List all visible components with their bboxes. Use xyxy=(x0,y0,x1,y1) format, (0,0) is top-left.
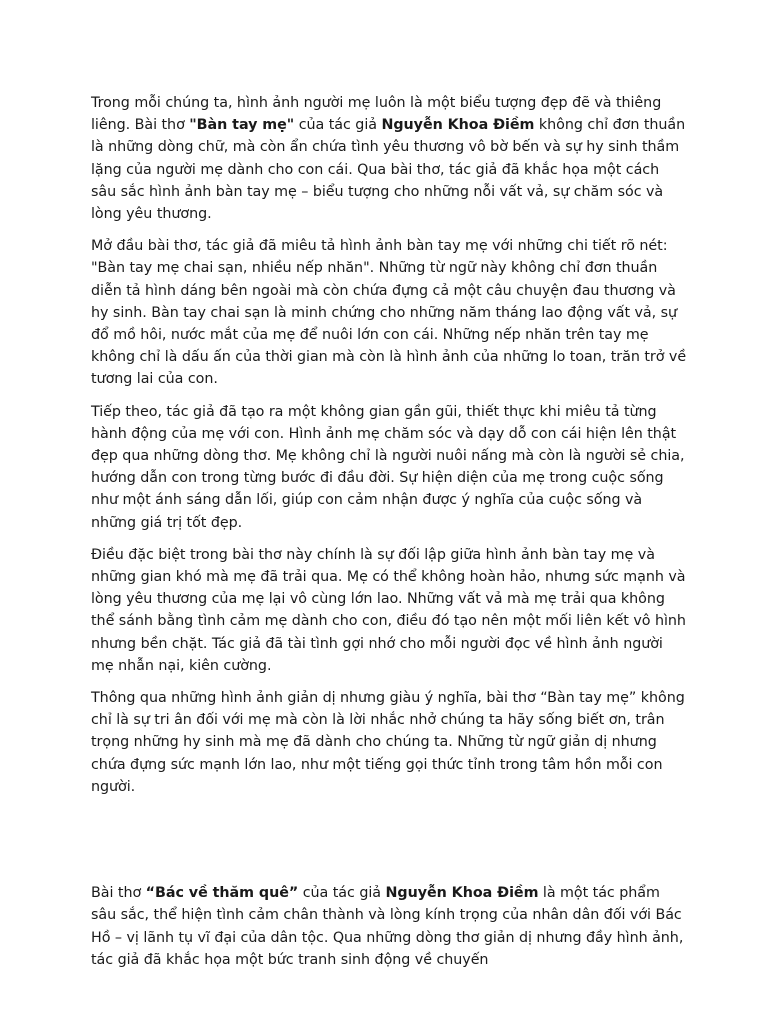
paragraph-4: Điều đặc biệt trong bài thơ này chính là sự đối lập giữa hình ảnh bàn tay mẹ và những gian khó mà mẹ đã trải qua. Mẹ có thể không hoàn hảo, nhưng sức mạnh và lòng yêu thương của mẹ lại vô cùng lớn lao. Những vất vả mà mẹ trải qua không thể sánh bằng tình cảm mẹ dành cho con, điều đó tạo nên một mối liên kết vô hình nhưng bền chặt. Tác giả đã tài tình gợi nhớ cho mỗi người đọc về hình ảnh người mẹ nhẫn nại, kiên cường. xyxy=(91,546,686,674)
second-author-name: Nguyễn Khoa Điềm xyxy=(385,885,539,902)
poem-title: "Bàn tay mẹ" xyxy=(189,117,295,134)
paragraph-3: Tiếp theo, tác giả đã tạo ra một không gian gần gũi, thiết thực khi miêu tả từng hành động của mẹ với con. Hình ảnh mẹ chăm sóc và dạy dỗ con cái hiện lên thật đẹp qua những dòng thơ. Mẹ không chỉ là người nuôi nấng mà còn là người sẻ chia, hướng dẫn con trong từng bước đi đầu đời. Sự hiện diện của mẹ trong cuộc sống như một ánh sáng dẫn lối, giúp con cảm nhận được ý nghĩa của cuộc sống và những giá trị tốt đẹp. xyxy=(91,403,685,531)
second-essay-rest: là một tác phẩm sâu sắc, thể hiện tình cảm chân thành và lòng kính trọng của nhân dân đối với Bác Hồ – vị lãnh tụ vĩ đại của dân tộc. Qua những dòng thơ giản dị nhưng đầy hình ảnh, tác giả đã khắc họa một bức tranh sinh động về chuyến xyxy=(91,885,684,968)
paragraph-intro-lead: Trong mỗi chúng ta, hình ảnh người mẹ luôn là một biểu tượng đẹp đẽ và thiêng liêng. Bài thơ xyxy=(91,95,662,134)
paragraph-intro-rest: không chỉ đơn thuần là những dòng chữ, mà còn ẩn chứa tình yêu thương vô bờ bến và sự hy sinh thầm lặng của người mẹ dành cho con cái. Qua bài thơ, tác giả đã khắc họa một cách sâu sắc hình ảnh bàn tay mẹ – biểu tượng cho những nỗi vất vả, sự chăm sóc và lòng yêu thương. xyxy=(91,117,686,223)
second-essay-mid: của tác giả xyxy=(298,885,386,902)
second-poem-title: “Bác về thăm quê” xyxy=(145,885,299,902)
paragraph-intro xyxy=(91,92,688,225)
paragraph-2: Mở đầu bài thơ, tác giả đã miêu tả hình ảnh bàn tay mẹ với những chi tiết rõ nét: "Bàn tay mẹ chai sạn, nhiều nếp nhăn". Những từ ngữ này không chỉ đơn thuần diễn tả hình dáng bên ngoài mà còn chứa đựng cả một câu chuyện đau thương và hy sinh. Bàn tay chai sạn là minh chứng cho những năm tháng lao động vất vả, sự đổ mồ hôi, nước mắt của mẹ để nuôi lớn con cái. Những nếp nhăn trên tay mẹ không chỉ là dấu ấn của thời gian mà còn là hình ảnh của những lo toan, trăn trở về tương lai của con. xyxy=(91,238,687,388)
second-essay-paragraph xyxy=(91,882,688,971)
author-name: Nguyễn Khoa Điềm xyxy=(381,117,535,134)
paragraph-intro-mid: của tác giả xyxy=(294,117,382,134)
second-essay-lead: Bài thơ xyxy=(91,885,146,902)
paragraph-5: Thông qua những hình ảnh giản dị nhưng giàu ý nghĩa, bài thơ “Bàn tay mẹ” không chỉ là sự tri ân đối với mẹ mà còn là lời nhắc nhở chúng ta hãy sống biết ơn, trân trọng những hy sinh mà mẹ đã dành cho chúng ta. Những từ ngữ giản dị nhưng chứa đựng sức mạnh lớn lao, như một tiếng gọi thức tỉnh trong tâm hồn mỗi con người. xyxy=(91,690,685,795)
section-gap xyxy=(91,798,688,882)
